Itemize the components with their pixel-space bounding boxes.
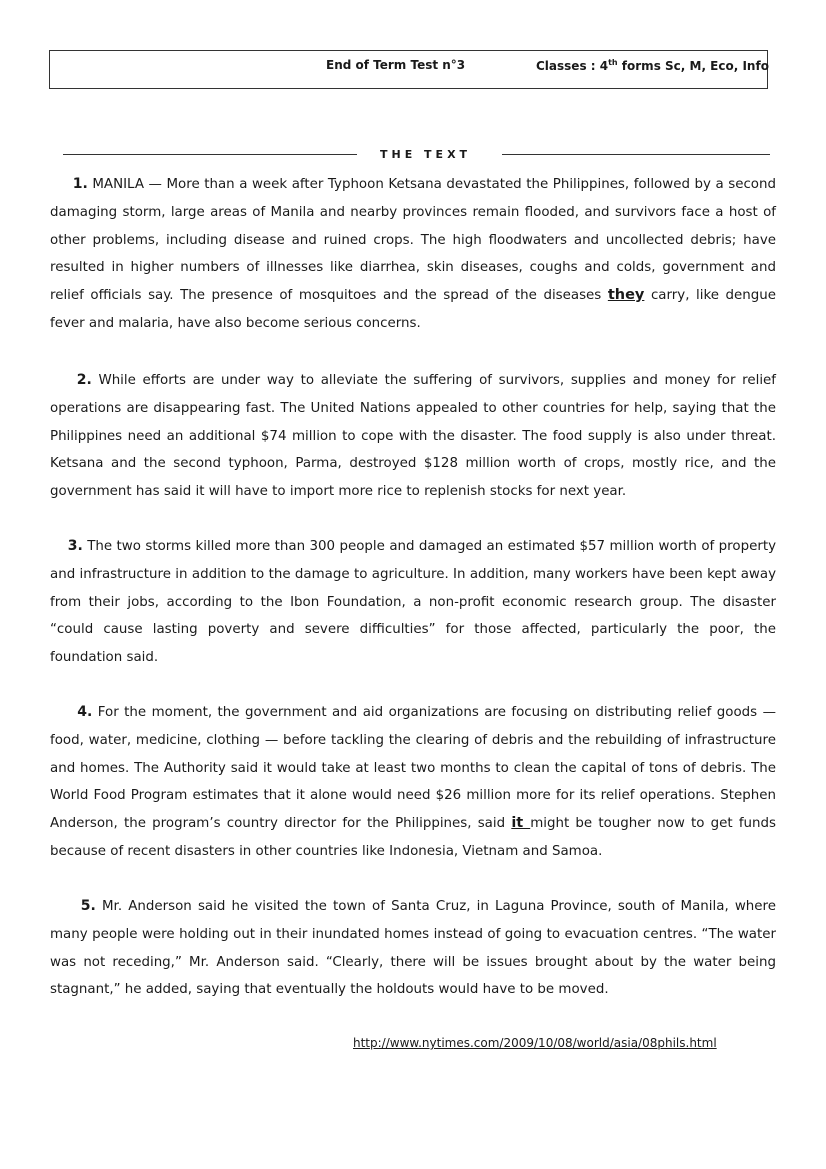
classes-label <box>536 58 769 73</box>
paragraph-3 <box>50 533 776 672</box>
paragraph-text: For the moment, the government and aid organizations are focusing on distributing relief goods — food, water, medicine, clothing — before tackling the clearing of debris and the rebuilding of infrastructure and homes. The Authority said it would take at least two months to clean the capital of tons of debris. The World Food Program estimates that it alone would need $26 million more for its relief operations. Stephen Anderson, the program’s country director for the Philippines, said <box>50 705 776 832</box>
paragraph-2 <box>50 367 776 506</box>
test-title: End of Term Test n°3 <box>326 58 466 72</box>
source-link[interactable]: http://www.nytimes.com/2009/10/08/world/asia/08phils.html <box>353 1036 717 1050</box>
paragraph-5 <box>50 893 776 1004</box>
title-rule-left <box>63 154 357 155</box>
paragraph-number: 1. <box>72 176 88 192</box>
classes-suffix: forms Sc, M, Eco, Info <box>617 59 769 73</box>
section-title: THE TEXT <box>380 148 472 161</box>
paragraph-number: 5. <box>80 898 96 914</box>
classes-prefix: Classes : 4 <box>536 59 609 73</box>
paragraph-4 <box>50 699 776 866</box>
paragraph-text: The two storms killed more than 300 people and damaged an estimated $57 million worth of property and infrastructure in addition to the damage to agriculture. In addition, many workers have been kept away from their jobs, according to the Ibon Foundation, a non-profit economic research group. The disaster “could cause lasting poverty and severe difficulties” for those affected, particularly the poor, the foundation said. <box>50 539 776 666</box>
reference-word: they <box>607 287 645 304</box>
classes-sup: th <box>608 58 618 67</box>
reference-word: it <box>511 815 531 832</box>
paragraph-number: 3. <box>67 538 83 554</box>
paragraph-text: MANILA — More than a week after Typhoon Ketsana devastated the Philippines, followed by a second damaging storm, large areas of Manila and nearby provinces remain flooded, and survivors face a host of other problems, including disease and ruined crops. The high floodwaters and uncollected debris; have resulted in higher numbers of illnesses like diarrhea, skin diseases, coughs and colds, government and relief officials say. The presence of mosquitoes and the spread of the diseases <box>50 177 776 304</box>
paragraph-text: might be tougher now to get funds because of recent disasters in other countries like Indonesia, Vietnam and Samoa. <box>50 816 777 859</box>
paragraph-number: 2. <box>76 372 92 388</box>
title-rule-right <box>502 154 770 155</box>
paragraph-text: carry, like dengue fever and malaria, have also become serious concerns. <box>50 288 776 331</box>
paragraph-number: 4. <box>77 704 93 720</box>
paragraph-1 <box>50 171 776 338</box>
paragraph-text: Mr. Anderson said he visited the town of Santa Cruz, in Laguna Province, south of Manila, where many people were holding out in their inundated homes instead of going to evacuation centres. “The water was not receding,” Mr. Anderson said. “Clearly, there will be issues brought about by the water being stagnant,” he added, saying that eventually the holdouts would have to be moved. <box>50 899 776 998</box>
paragraph-text: While efforts are under way to alleviate the suffering of survivors, supplies and money for relief operations are disappearing fast. The United Nations appealed to other countries for help, saying that the Philippines need an additional $74 million to cope with the disaster. The food supply is also under threat. Ketsana and the second typhoon, Parma, destroyed $128 million worth of crops, mostly rice, and the government has said it will have to import more rice to replenish stocks for next year. <box>50 373 776 500</box>
